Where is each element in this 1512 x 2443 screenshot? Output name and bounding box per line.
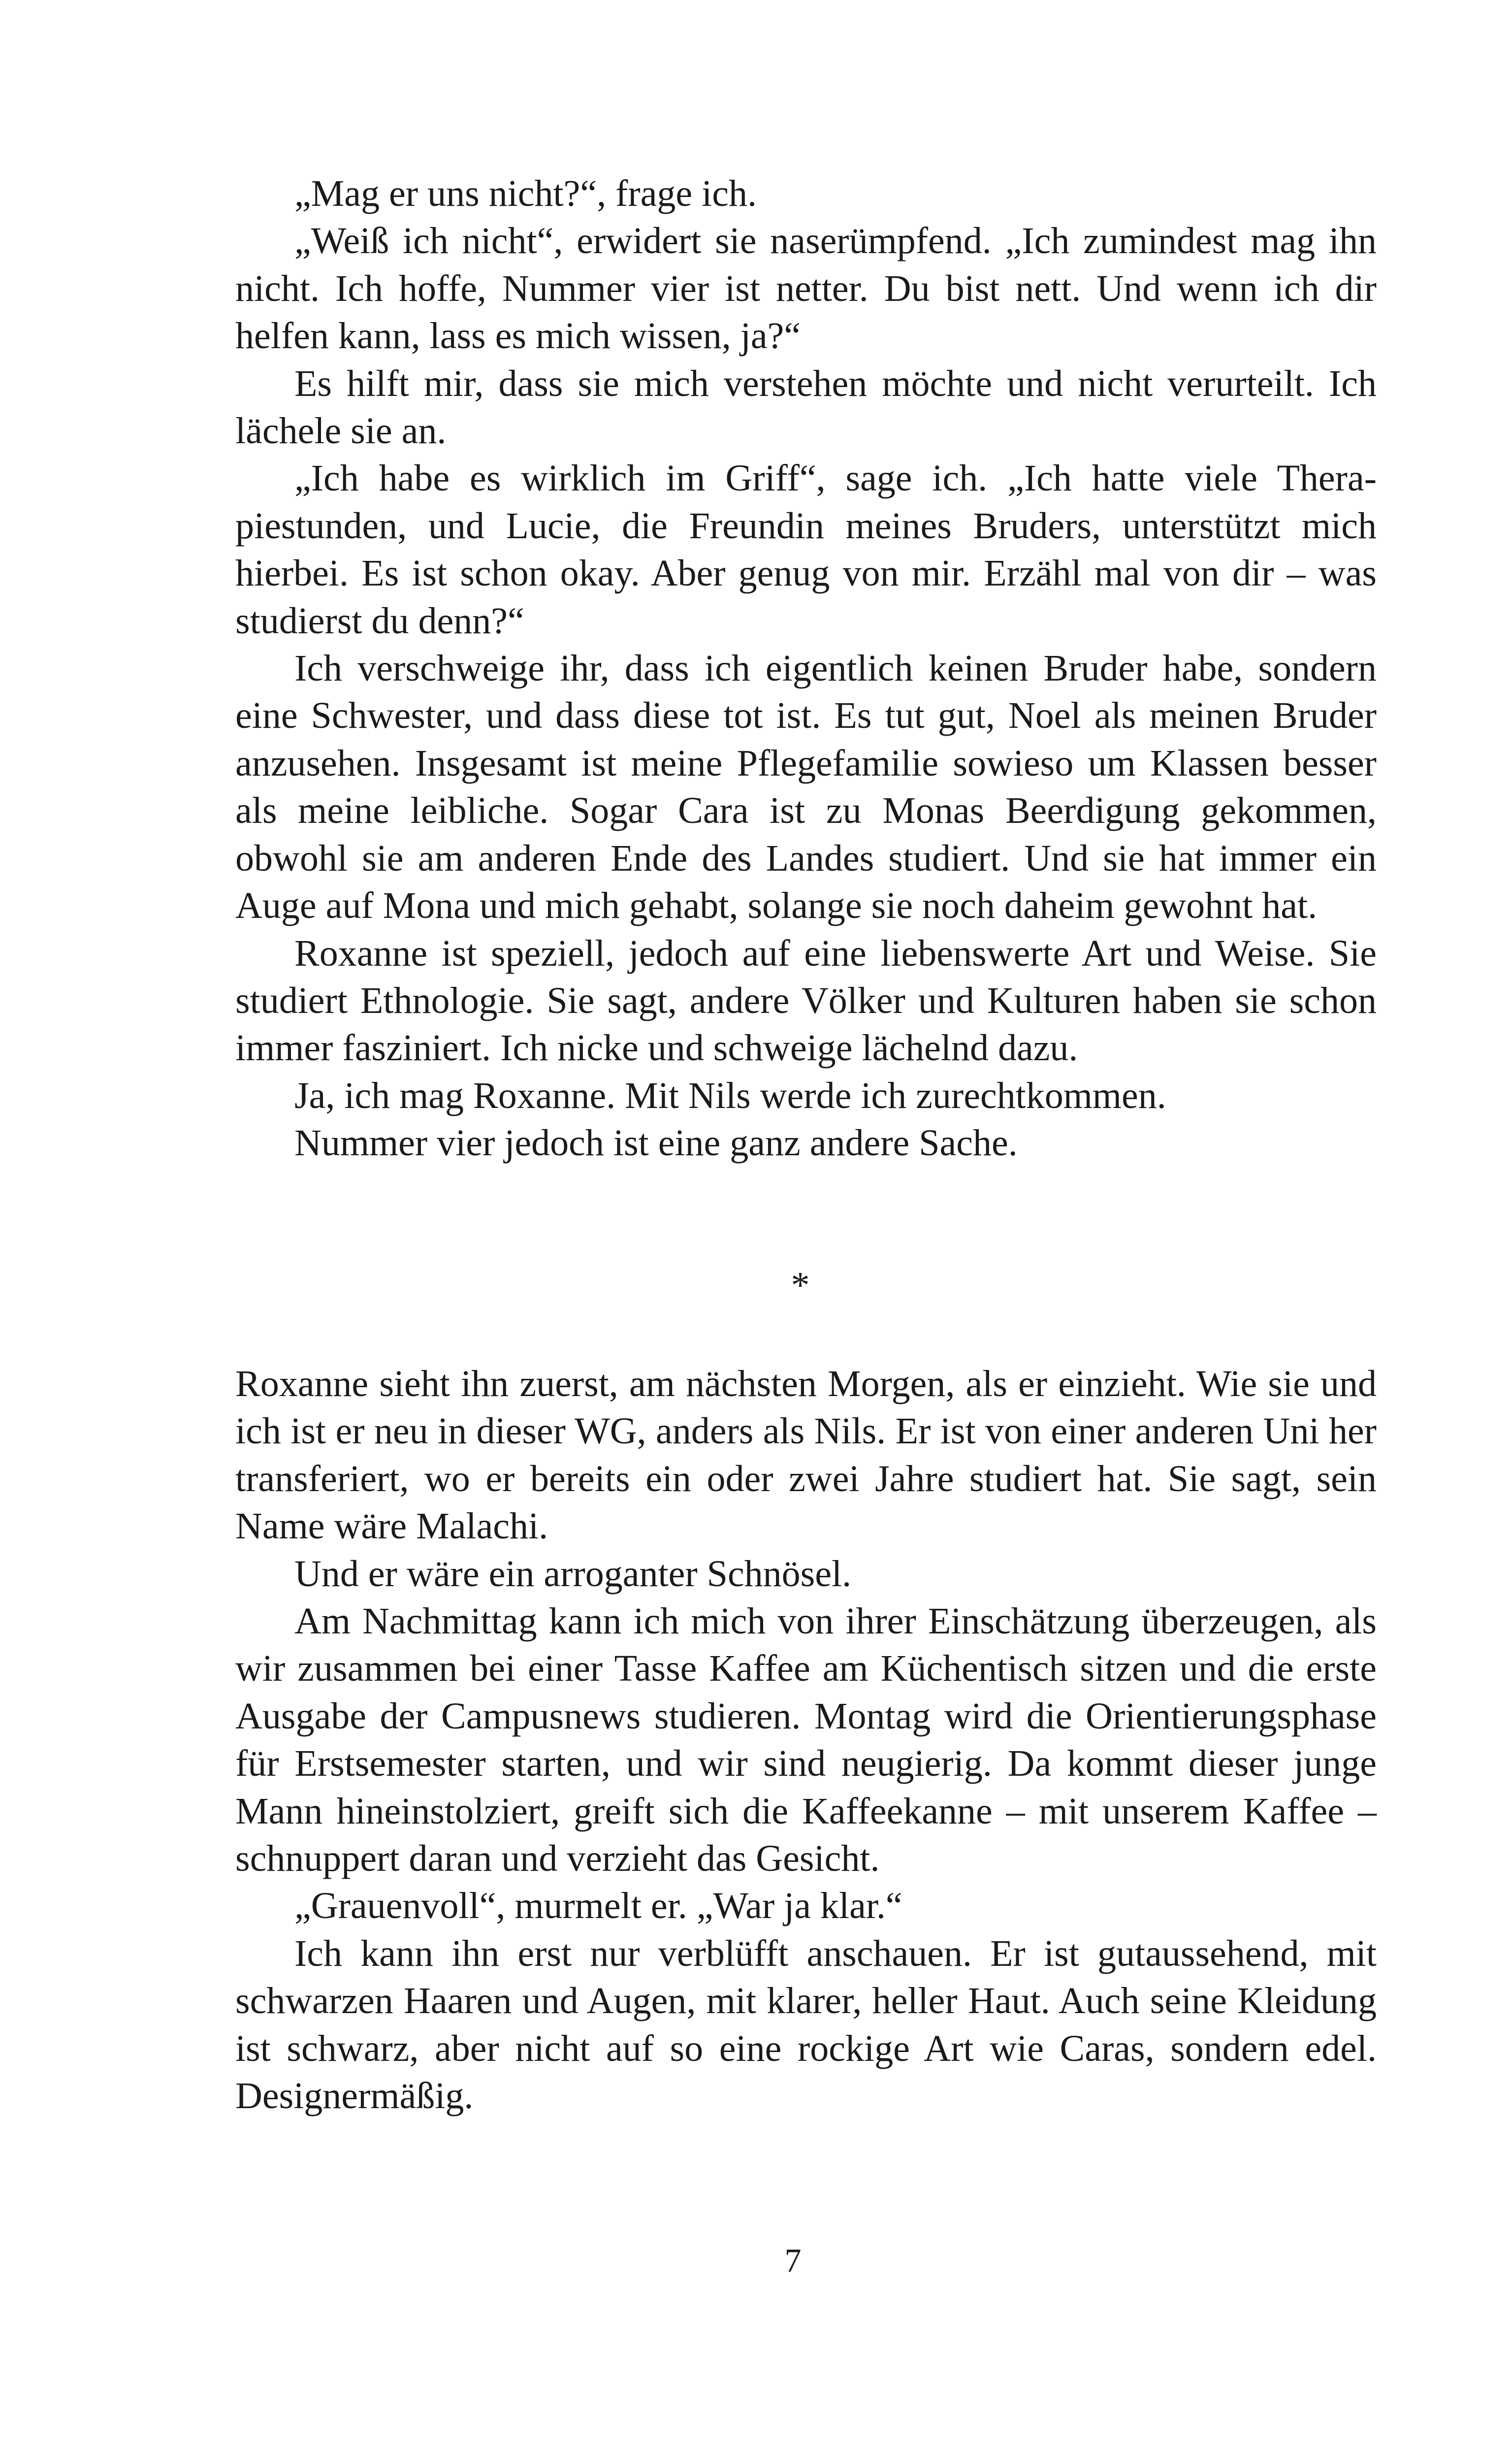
paragraph: „Weiß ich nicht“, erwidert sie naserümpfend. „Ich zumindest mag ihn nicht. Ich hoffe, Nummer vier ist netter. Du bist nett. Und wenn ich dir helfen kann, lass es mich wissen, ja?“ bbox=[235, 220, 1377, 357]
paragraph: Ja, ich mag Roxanne. Mit Nils werde ich zurechtkommen. bbox=[294, 1075, 1166, 1116]
text-section-2 bbox=[235, 1360, 1377, 2120]
paragraph: „Mag er uns nicht?“, frage ich. bbox=[294, 173, 757, 214]
section-break-asterisk: * bbox=[791, 1265, 810, 1306]
paragraph: „Ich habe es wirklich im Griff“, sage ich. „Ich hatte viele Therapiestunden, und Lucie, die Freundin meines Bruders, unterstützt mich hierbei. Es ist schon okay. Aber genug von mir. Erzähl mal von dir – was studierst du denn?“ bbox=[235, 457, 1377, 642]
paragraph: Nummer vier jedoch ist eine ganz andere Sache. bbox=[294, 1122, 1018, 1164]
paragraph: Roxanne sieht ihn zuerst, am nächsten Morgen, als er einzieht. Wie sie und ich ist er neu in dieser WG, anders als Nils. Er ist von einer anderen Uni her transferiert, wo er bereits ein oder zwei Jahre studiert hat. Sie sagt, sein Name wäre Malachi. bbox=[235, 1363, 1377, 1547]
paragraph: Ich verschweige ihr, dass ich eigentlich keinen Bruder habe, sondern eine Schwester, und dass diese tot ist. Es tut gut, Noel als meinen Bruder anzusehen. Insgesamt ist meine Pflegefamilie sowieso um Klassen besser als meine leibliche. Sogar Cara ist zu Monas Beerdigung gekommen, obwohl sie am anderen Ende des Landes studiert. Und sie hat immer ein Auge auf Mona und mich gehabt, solange sie noch daheim gewohnt hat. bbox=[235, 648, 1377, 927]
paragraph: Am Nachmittag kann ich mich von ihrer Einschätzung überzeugen, als wir zusammen bei einer Tasse Kaffee am Küchentisch sitzen und die erste Ausgabe der Campusnews studieren. Montag wird die Orientierungsphase für Erstsemester starten, und wir sind neugierig. Da kommt dieser junge Mann hineinstolziert, greift sich die Kaffeekanne – mit unserem Kaffee – schnuppert daran und verzieht das Gesicht. bbox=[235, 1600, 1377, 1880]
page-number: 7 bbox=[784, 2242, 802, 2279]
text-section-1 bbox=[235, 170, 1377, 1167]
paragraph: „Grauenvoll“, murmelt er. „War ja klar.“ bbox=[294, 1885, 902, 1927]
paragraph: Ich kann ihn erst nur verblüfft anschauen. Er ist gutaussehend, mit schwarzen Haaren und Augen, mit klarer, heller Haut. Auch seine Kleidung ist schwarz, aber nicht auf so eine rockige Art wie Caras, sondern edel. Designermäßig. bbox=[235, 1932, 1377, 2117]
paragraph: Roxanne ist speziell, jedoch auf eine liebenswerte Art und Weise. Sie studiert Ethnologie. Sie sagt, andere Völker und Kulturen haben sie schon immer fasziniert. Ich nicke und schweige lächelnd dazu. bbox=[235, 932, 1377, 1069]
paragraph: Und er wäre ein arroganter Schnösel. bbox=[294, 1553, 852, 1595]
paragraph: Es hilft mir, dass sie mich verstehen möchte und nicht verurteilt. Ich lächele sie an. bbox=[235, 362, 1377, 452]
